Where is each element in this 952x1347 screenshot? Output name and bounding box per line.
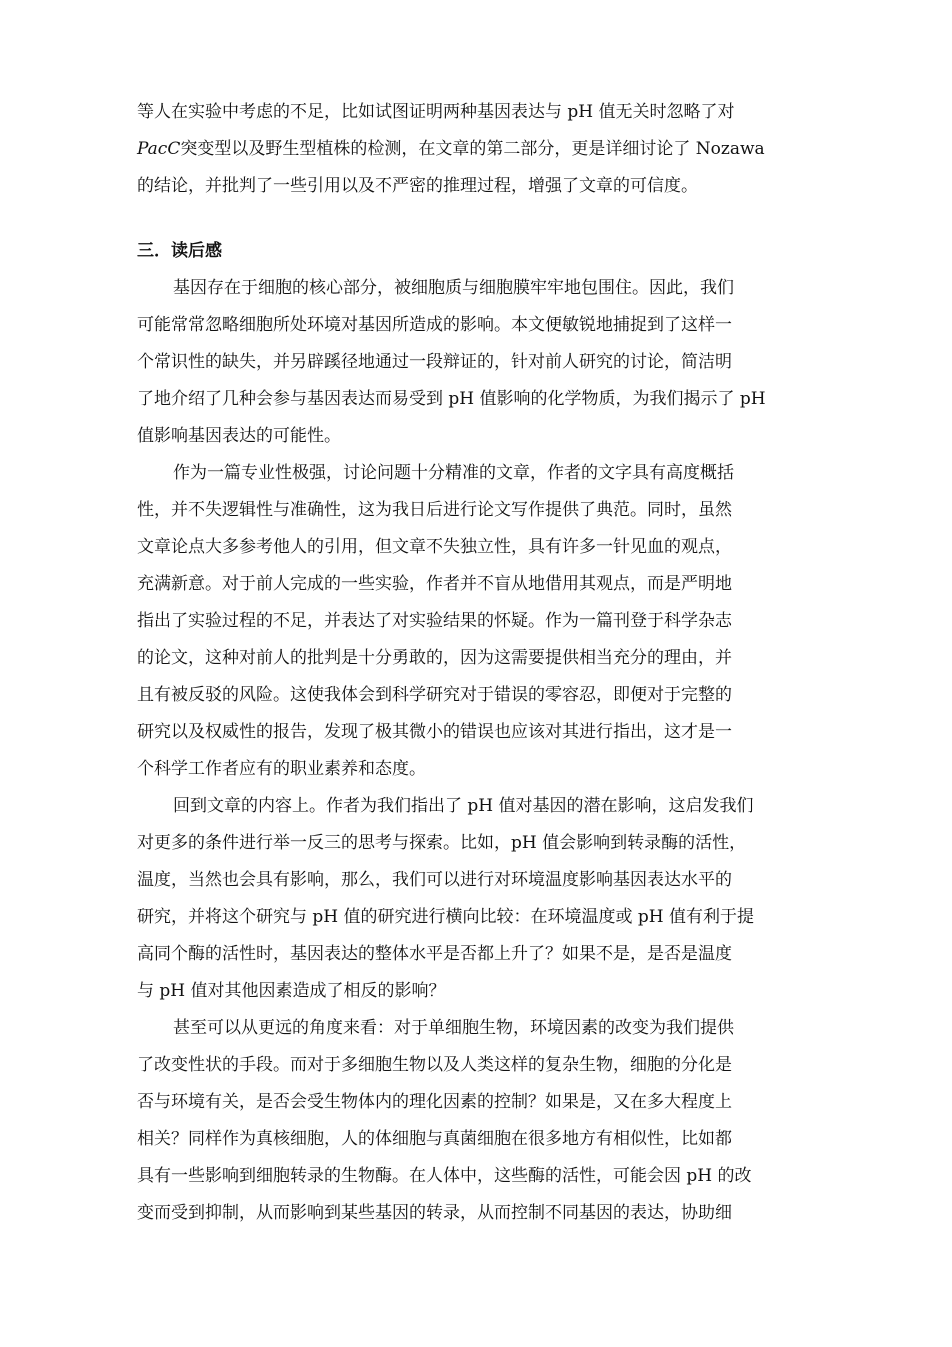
text-line: 充满新意。对于前人完成的一些实验，作者并不盲从地借用其观点，而是严明地 bbox=[137, 574, 732, 594]
text-line: 甚至可以从更远的角度来看：对于单细胞生物，环境因素的改变为我们提供 bbox=[173, 1018, 734, 1038]
intro-paragraph bbox=[137, 94, 819, 205]
text-line: 高同个酶的活性时，基因表达的整体水平是否都上升了？如果不是，是否是温度 bbox=[137, 944, 732, 964]
text-line: 研究以及权威性的报告，发现了极其微小的错误也应该对其进行指出，这才是一 bbox=[137, 722, 732, 742]
text-line: 文章论点大多参考他人的引用，但文章不失独立性，具有许多一针见血的观点， bbox=[137, 537, 732, 557]
text-line: 指出了实验过程的不足，并表达了对实验结果的怀疑。作为一篇刊登于科学杂志 bbox=[137, 611, 732, 631]
text-line: 个常识性的缺失，并另辟蹊径地通过一段辩证的，针对前人研究的讨论，简洁明 bbox=[137, 352, 732, 372]
text-line: 值影响基因表达的可能性。 bbox=[137, 426, 341, 446]
paragraph-2 bbox=[137, 455, 819, 788]
gene-name-italic: PacC bbox=[137, 139, 181, 159]
text-line: 相关？同样作为真核细胞，人的体细胞与真菌细胞在很多地方有相似性，比如都 bbox=[137, 1129, 732, 1149]
text-line: 作为一篇专业性极强，讨论问题十分精准的文章，作者的文字具有高度概括 bbox=[173, 463, 734, 483]
section-heading: 三．读后感 bbox=[137, 241, 222, 261]
text-line: 的论文，这种对前人的批判是十分勇敢的，因为这需要提供相当充分的理由，并 bbox=[137, 648, 732, 668]
section-heading-block bbox=[137, 233, 819, 270]
text-line: 变而受到抑制，从而影响到某些基因的转录，从而控制不同基因的表达，协助细 bbox=[137, 1203, 732, 1223]
document-body bbox=[137, 94, 819, 1232]
text-line: 对更多的条件进行举一反三的思考与探索。比如，pH 值会影响到转录酶的活性， bbox=[137, 833, 747, 853]
text-line: 否与环境有关，是否会受生物体内的理化因素的控制？如果是，又在多大程度上 bbox=[137, 1092, 732, 1112]
text-fragment: 突变型以及野生型植株的检测，在文章的第二部分，更是详细讨论了 Nozawa bbox=[180, 139, 765, 159]
paragraph-1 bbox=[137, 270, 819, 455]
text-line: 性，并不失逻辑性与准确性，这为我日后进行论文写作提供了典范。同时，虽然 bbox=[137, 500, 732, 520]
text-line: 可能常常忽略细胞所处环境对基因所造成的影响。本文便敏锐地捕捉到了这样一 bbox=[137, 315, 732, 335]
text-line bbox=[137, 131, 819, 168]
text-line: 基因存在于细胞的核心部分，被细胞质与细胞膜牢牢地包围住。因此，我们 bbox=[173, 278, 734, 298]
paragraph-4 bbox=[137, 1010, 819, 1232]
text-line: 且有被反驳的风险。这使我体会到科学研究对于错误的零容忍，即便对于完整的 bbox=[137, 685, 732, 705]
text-line: 与 pH 值对其他因素造成了相反的影响？ bbox=[137, 981, 446, 1001]
text-line: 温度，当然也会具有影响，那么，我们可以进行对环境温度影响基因表达水平的 bbox=[137, 870, 732, 890]
paragraph-3 bbox=[137, 788, 819, 1010]
text-line: 的结论，并批判了一些引用以及不严密的推理过程，增强了文章的可信度。 bbox=[137, 176, 698, 196]
text-line: 了地介绍了几种会参与基因表达而易受到 pH 值影响的化学物质，为我们揭示了 pH bbox=[137, 389, 766, 409]
text-line: 研究，并将这个研究与 pH 值的研究进行横向比较：在环境温度或 pH 值有利于提 bbox=[137, 907, 755, 927]
text-line: 具有一些影响到细胞转录的生物酶。在人体中，这些酶的活性，可能会因 pH 的改 bbox=[137, 1166, 752, 1186]
text-line: 回到文章的内容上。作者为我们指出了 pH 值对基因的潜在影响，这启发我们 bbox=[173, 796, 754, 816]
text-line: 等人在实验中考虑的不足，比如试图证明两种基因表达与 pH 值无关时忽略了对 bbox=[137, 102, 735, 122]
text-line: 个科学工作者应有的职业素养和态度。 bbox=[137, 759, 426, 779]
text-line: 了改变性状的手段。而对于多细胞生物以及人类这样的复杂生物，细胞的分化是 bbox=[137, 1055, 732, 1075]
